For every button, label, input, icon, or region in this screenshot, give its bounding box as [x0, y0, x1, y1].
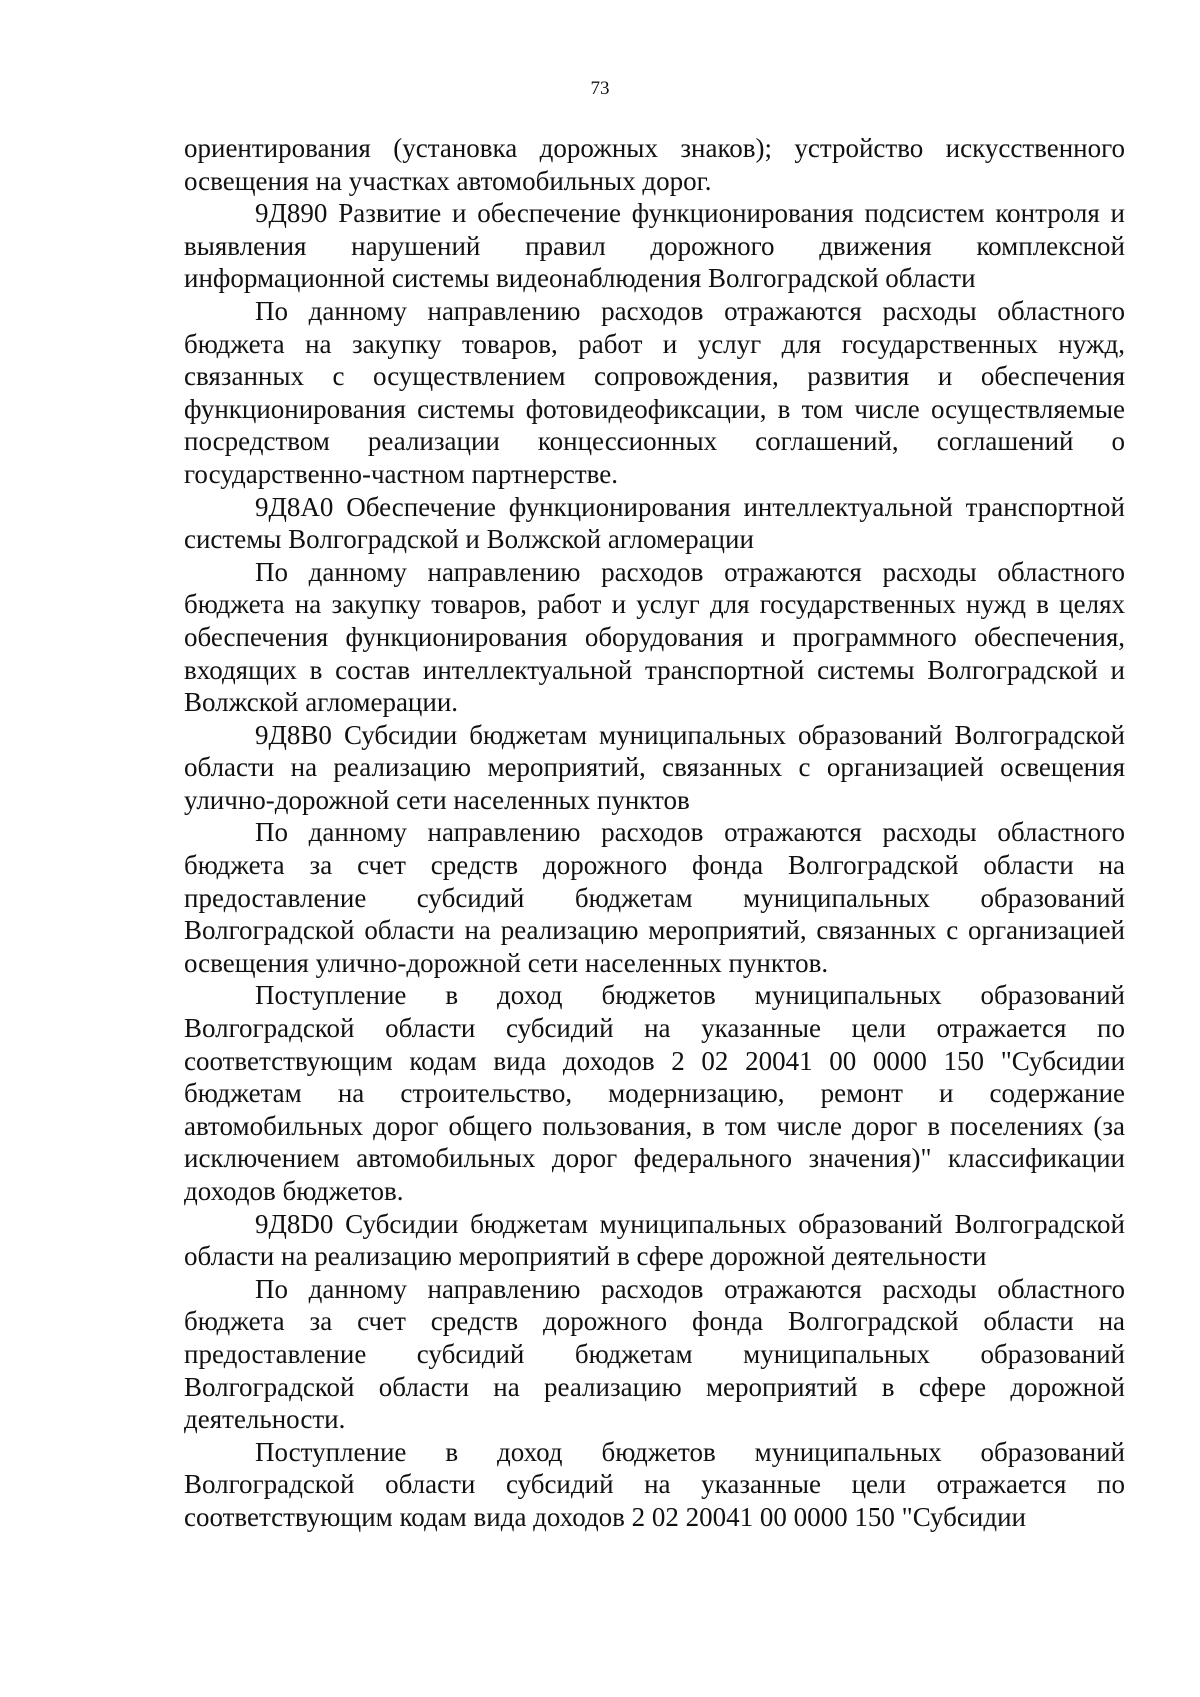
paragraph-continuation: ориентирования (установка дорожных знаков); устройство искусственного освещения на участках автомобильных дорог.	[184, 133, 1125, 196]
paragraph-9d890-description: По данному направлению расходов отражаются расходы областного бюджета на закупку товаров, работ и услуг для государственных нужд, связанных с осуществлением сопровождения, развития и обеспечения функционирования системы фотовидеофиксации, в том числе осуществляемые посредством реализации концессионных соглашений, соглашений о государственно-частном партнерстве.	[184, 295, 1125, 489]
paragraph-heading-9d8a0: 9Д8А0 Обеспечение функционирования интеллектуальной транспортной системы Волгоградской и Волжской агломерации	[184, 491, 1125, 555]
page-number: 73	[590, 78, 610, 99]
paragraph-9d8a0-description: По данному направлению расходов отражаются расходы областного бюджета на закупку товаров, работ и услуг для государственных нужд в целях обеспечения функционирования оборудования и программного обеспечения, входящих в состав интеллектуальной транспортной системы Волгоградской и Волжской агломерации.	[184, 556, 1125, 718]
paragraph-heading-9d8b0: 9Д8В0 Субсидии бюджетам муниципальных образований Волгоградской области на реализацию мероприятий, связанных с организацией освещения улично-дорожной сети населенных пунктов	[184, 719, 1125, 815]
paragraph-heading-9d8d0: 9Д8D0 Субсидии бюджетам муниципальных образований Волгоградской области на реализацию мероприятий в сфере дорожной деятельности	[184, 1208, 1125, 1272]
document-body	[184, 132, 1125, 1534]
paragraph-heading-9d890: 9Д890 Развитие и обеспечение функционирования подсистем контроля и выявления нарушений правил дорожного движения комплексной информационной системы видеонаблюдения Волгоградской области	[184, 198, 1125, 294]
paragraph-9d8d0-description: По данному направлению расходов отражаются расходы областного бюджета за счет средств дорожного фонда Волгоградской области на предоставление субсидий бюджетам муниципальных образований Волгоградской области на реализацию мероприятий в сфере дорожной деятельности.	[184, 1273, 1125, 1435]
paragraph-9d8d0-revenue: Поступление в доход бюджетов муниципальных образований Волгоградской области субсидий на указанные цели отражается по соответствующим кодам вида доходов 2 02 20041 00 0000 150 "Субсидии	[184, 1436, 1125, 1532]
paragraph-9d8b0-description: По данному направлению расходов отражаются расходы областного бюджета за счет средств дорожного фонда Волгоградской области на предоставление субсидий бюджетам муниципальных образований Волгоградской области на реализацию мероприятий, связанных с организацией освещения улично-дорожной сети населенных пунктов.	[184, 817, 1125, 978]
paragraph-9d8b0-revenue: Поступление в доход бюджетов муниципальных образований Волгоградской области субсидий на указанные цели отражается по соответствующим кодам вида доходов 2 02 20041 00 0000 150 "Субсидии бюджетам на строительство, модернизацию, ремонт и содержание автомобильных дорог общего пользования, в том числе дорог в поселениях (за исключением автомобильных дорог федерального значения)" классификации доходов бюджетов.	[184, 980, 1125, 1206]
